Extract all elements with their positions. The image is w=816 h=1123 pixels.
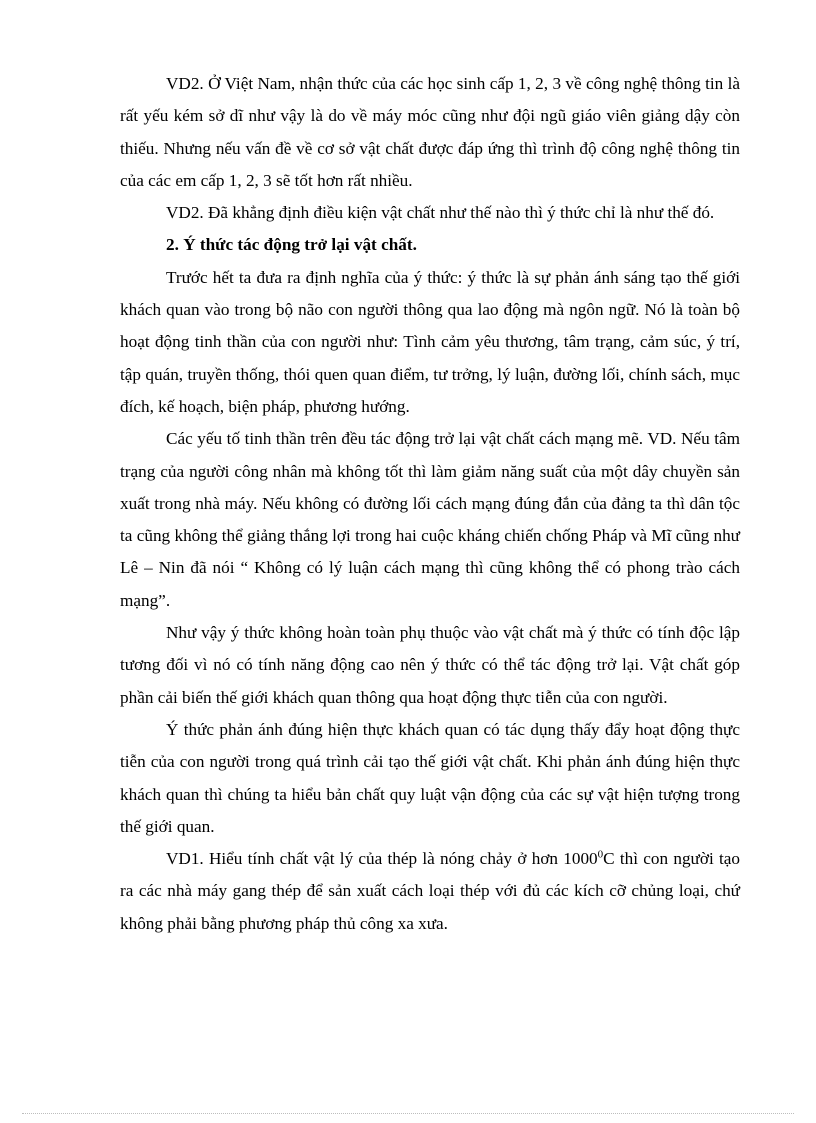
paragraph-vd2-it-education: VD2. Ở Việt Nam, nhận thức của các học sinh cấp 1, 2, 3 về công nghệ thông tin là rất yếu kém sở dĩ như vậy là do về máy móc cũng như đội ngũ giáo viên giảng dậy còn thiếu. Nhưng nếu vấn đề về cơ sở vật chất được đáp ứng thì trình độ công nghệ thông tin của các em cấp 1, 2, 3 sẽ tốt hơn rất nhiều. — [120, 74, 740, 190]
paragraph-definition: Trước hết ta đưa ra định nghĩa của ý thức: ý thức là sự phản ánh sáng tạo thế giới khách quan vào trong bộ não con người thông qua lao động mà ngôn ngữ. Nó là toàn bộ hoạt động tinh thần của con người như: Tình cảm yêu thương, tâm trạng, cảm súc, ý trí, tập quán, truyền thống, thói quen quan điểm, tư trởng, lý luận, đường lối, chính sách, mục đích, kế hoạch, biện pháp, phương hướng. — [120, 267, 740, 416]
steel-text-end: C thì con người tạo ra các nhà máy gang thép để sản xuất cách loại thép với đủ các kích cỡ chủng loại, chứ không phải bằng phương pháp thủ công xa xưa. — [120, 849, 740, 933]
page-bottom-dotted-line — [22, 1113, 794, 1114]
section-heading: 2. Ý thức tác động trở lại vật chất. — [166, 235, 417, 255]
steel-text-start: VD1. Hiểu tính chất vật lý của thép là nóng chảy ở hơn 1000 — [166, 849, 598, 869]
degree-superscript: 0 — [597, 848, 604, 861]
paragraph-correct-reflection: Ý thức phản ánh đúng hiện thực khách quan có tác dụng thấy đẩy hoạt động thực tiễn của con người trong quá trình cải tạo thế giới vật chất. Khi phản ánh đúng hiện thực khách quan thì chúng ta hiểu bản chất quy luật vận động của các sự vật hiện tượng trong thế giới quan. — [120, 719, 740, 836]
paragraph-relative-independence: Như vậy ý thức không hoàn toàn phụ thuộc vào vật chất mà ý thức có tính độc lập tương đối vì nó có tính năng động cao nên ý thức có thể tác động trở lại. Vật chất góp phần cải biến thế giới khách quan thông qua hoạt động thực tiễn của con người. — [120, 623, 740, 707]
paragraph-vd2-conditions: VD2. Đã khẳng định điều kiện vật chất như thế nào thì ý thức chỉ là như thế đó. — [166, 203, 715, 223]
document-body — [120, 68, 740, 940]
paragraph-spiritual-factors: Các yếu tố tinh thần trên đều tác động trở lại vật chất cách mạng mẽ. VD. Nếu tâm trạng của người công nhân mà không tốt thì làm giảm năng suất của một dây chuyền sản xuất trong nhà máy. Nếu không có đường lối cách mạng đúng đắn của đảng ta thì dân tộc ta cũng không thể giảng thắng lợi trong hai cuộc kháng chiến chống Pháp và Mĩ cũng như Lê – Nin đã nói “ Không có lý luận cách mạng thì cũng không thể có phong trào cách mạng”. — [120, 429, 740, 610]
paragraph-vd1-steel — [120, 843, 740, 940]
